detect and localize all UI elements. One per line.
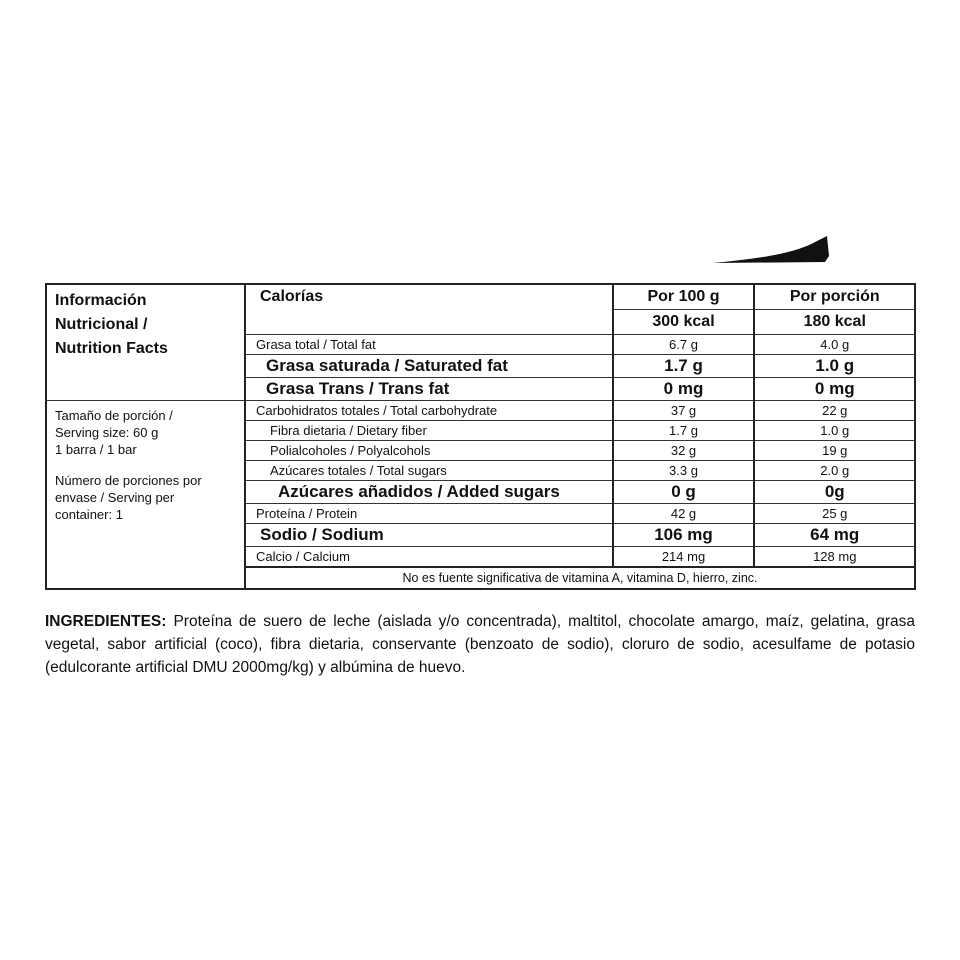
serving-line: container: 1: [55, 507, 123, 522]
row-value-portion: 25 g: [754, 504, 915, 524]
col-header-portion: Por porción: [754, 284, 915, 310]
row-value-portion: 19 g: [754, 441, 915, 461]
row-value-100g: 214 mg: [613, 547, 754, 568]
kcal-portion: 180 kcal: [754, 310, 915, 335]
row-value-portion: 4.0 g: [754, 335, 915, 355]
row-value-portion: 64 mg: [754, 524, 915, 547]
row-label: Calcio / Calcium: [245, 547, 613, 568]
kcal-100g: 300 kcal: [613, 310, 754, 335]
serving-line: Tamaño de porción /: [55, 408, 173, 423]
row-value-portion: 1.0 g: [754, 355, 915, 378]
row-label: Polialcoholes / Polyalcohols: [245, 441, 613, 461]
col-header-100g: Por 100 g: [613, 284, 754, 310]
table-footnote: No es fuente significativa de vitamina A, vitamina D, hierro, zinc.: [245, 567, 915, 589]
decorative-swoosh: [705, 232, 835, 268]
row-label: Azúcares totales / Total sugars: [245, 461, 613, 481]
ingredients-list: Proteína de suero de leche (aislada y/o concentrada), maltitol, chocolate amargo, maíz, gelatina, grasa vegetal, sabor artificial (coco), fibra dietaria, conservante (benzoato de sodio), cloruro de sodio, acesulfame de potasio (edulcorante artificial DMU 2000mg/kg) y albúmina de huevo.: [45, 613, 915, 676]
serving-line: 1 barra / 1 bar: [55, 442, 137, 457]
row-label: Proteína / Protein: [245, 504, 613, 524]
row-label: Carbohidratos totales / Total carbohydrate: [245, 401, 613, 421]
row-value-portion: 0g: [754, 481, 915, 504]
row-value-100g: 37 g: [613, 401, 754, 421]
row-label: Grasa Trans / Trans fat: [245, 378, 613, 401]
row-label: Grasa total / Total fat: [245, 335, 613, 355]
row-value-portion: 0 mg: [754, 378, 915, 401]
row-value-portion: 128 mg: [754, 547, 915, 568]
title-line: Nutricional /: [55, 316, 148, 333]
row-value-100g: 1.7 g: [613, 355, 754, 378]
nutrition-title: [46, 284, 245, 401]
ingredients-text: [45, 610, 915, 679]
row-value-100g: 106 mg: [613, 524, 754, 547]
nutrition-table: [45, 283, 916, 590]
ingredients-heading: INGREDIENTES:: [45, 613, 167, 630]
row-value-portion: 22 g: [754, 401, 915, 421]
row-label: Sodio / Sodium: [245, 524, 613, 547]
row-value-100g: 0 mg: [613, 378, 754, 401]
title-line: Información: [55, 292, 147, 309]
row-value-100g: 42 g: [613, 504, 754, 524]
row-label: Fibra dietaria / Dietary fiber: [245, 421, 613, 441]
row-label: Azúcares añadidos / Added sugars: [245, 481, 613, 504]
row-value-100g: 3.3 g: [613, 461, 754, 481]
serving-line: Número de porciones por: [55, 473, 202, 488]
row-value-portion: 2.0 g: [754, 461, 915, 481]
row-value-100g: 0 g: [613, 481, 754, 504]
row-value-100g: 6.7 g: [613, 335, 754, 355]
table-row: [46, 401, 915, 421]
serving-line: Serving size: 60 g: [55, 425, 159, 440]
title-line: Nutrition Facts: [55, 340, 168, 357]
row-label: Grasa saturada / Saturated fat: [245, 355, 613, 378]
serving-info: [46, 401, 245, 590]
calories-label: Calorías: [245, 284, 613, 335]
row-value-portion: 1.0 g: [754, 421, 915, 441]
row-value-100g: 32 g: [613, 441, 754, 461]
row-value-100g: 1.7 g: [613, 421, 754, 441]
serving-line: envase / Serving per: [55, 490, 175, 505]
